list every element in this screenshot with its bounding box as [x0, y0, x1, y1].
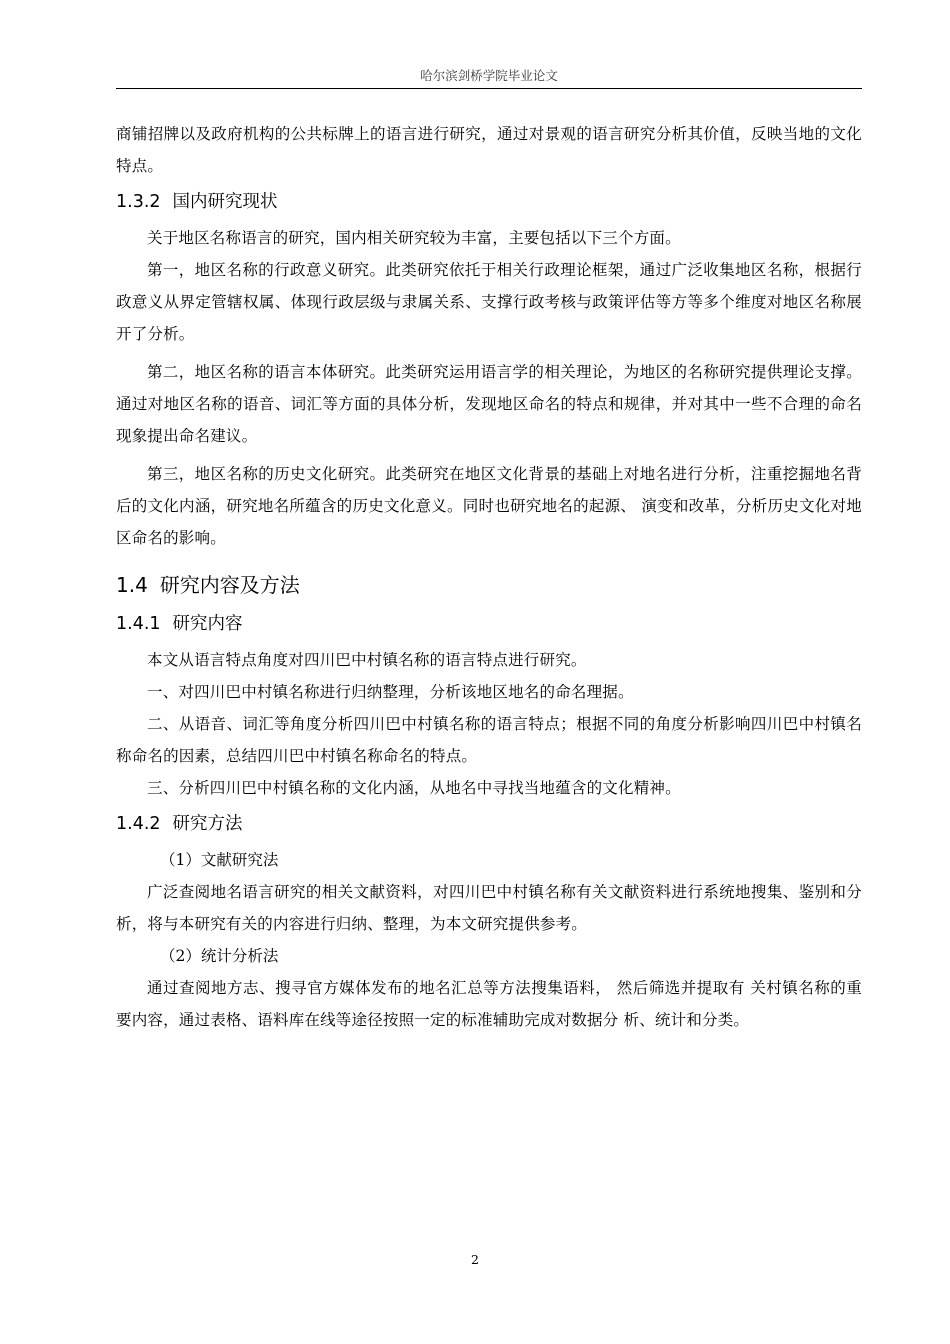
heading-title: 研究内容 [172, 614, 243, 634]
page-body [116, 118, 862, 1036]
method-title: （1）文献研究法 [160, 851, 279, 869]
heading-1-4 [116, 570, 862, 600]
paragraph: 本文从语言特点角度对四川巴中村镇名称的语言特点进行研究。 [147, 651, 587, 669]
paragraph: 第一，地区名称的行政意义研究。此类研究依托于相关行政理论框架，通过广泛收集地区名称，根据行政意义从界定管辖权属、体现行政层级与隶属关系、支撑行政考核与政策评估等方等多个维度对地区名称展开了分析。 [116, 261, 862, 343]
heading-number: 1.3.2 [116, 192, 161, 212]
header-title: 哈尔滨剑桥学院毕业论文 [420, 68, 558, 83]
continued-paragraph: 商铺招牌以及政府机构的公共标牌上的语言进行研究，通过对景观的语言研究分析其价值，反映当地的文化特点。 [116, 125, 862, 175]
heading-number: 1.4.2 [116, 814, 161, 834]
paragraph: 广泛查阅地名语言研究的相关文献资料，对四川巴中村镇名称有关文献资料进行系统地搜集、鉴别和分析，将与本研究有关的内容进行归纳、整理，为本文研究提供参考。 [116, 883, 862, 933]
paragraph: 通过查阅地方志、搜寻官方媒体发布的地名汇总等方法搜集语料， 然后筛选并提取有 关村镇名称的重要内容，通过表格、语料库在线等途径按照一定的标准辅助完成对数据分 析、统计和分类。 [116, 979, 862, 1029]
paragraph: 关于地区名称语言的研究，国内相关研究较为丰富，主要包括以下三个方面。 [147, 229, 681, 247]
method-title: （2）统计分析法 [160, 947, 279, 965]
page-number: 2 [471, 1252, 479, 1267]
heading-title: 研究方法 [172, 814, 243, 834]
heading-number: 1.4 [116, 573, 148, 597]
heading-title: 研究内容及方法 [159, 573, 300, 597]
heading-number: 1.4.1 [116, 614, 161, 634]
heading-1-3-2 [116, 188, 862, 216]
heading-1-4-2 [116, 810, 862, 838]
paragraph: 三、分析四川巴中村镇名称的文化内涵，从地名中寻找当地蕴含的文化精神。 [147, 779, 681, 797]
paragraph: 一、对四川巴中村镇名称进行归纳整理，分析该地区地名的命名理据。 [147, 683, 634, 701]
paragraph: 第三，地区名称的历史文化研究。此类研究在地区文化背景的基础上对地名进行分析，注重挖掘地名背后的文化内涵，研究地名所蕴含的历史文化意义。同时也研究地名的起源、 演变和改革，分析历史文化对地区命名的影响。 [116, 465, 862, 547]
paragraph: 第二，地区名称的语言本体研究。此类研究运用语言学的相关理论，为地区的名称研究提供理论支撑。通过对地区名称的语音、词汇等方面的具体分析，发现地区命名的特点和规律，并对其中一些不合理的命名现象提出命名建议。 [116, 363, 862, 445]
heading-title: 国内研究现状 [172, 192, 278, 212]
paragraph: 二、从语音、词汇等角度分析四川巴中村镇名称的语言特点；根据不同的角度分析影响四川巴中村镇名称命名的因素，总结四川巴中村镇名称命名的特点。 [116, 715, 862, 765]
page-header [116, 66, 862, 89]
heading-1-4-1 [116, 610, 862, 638]
